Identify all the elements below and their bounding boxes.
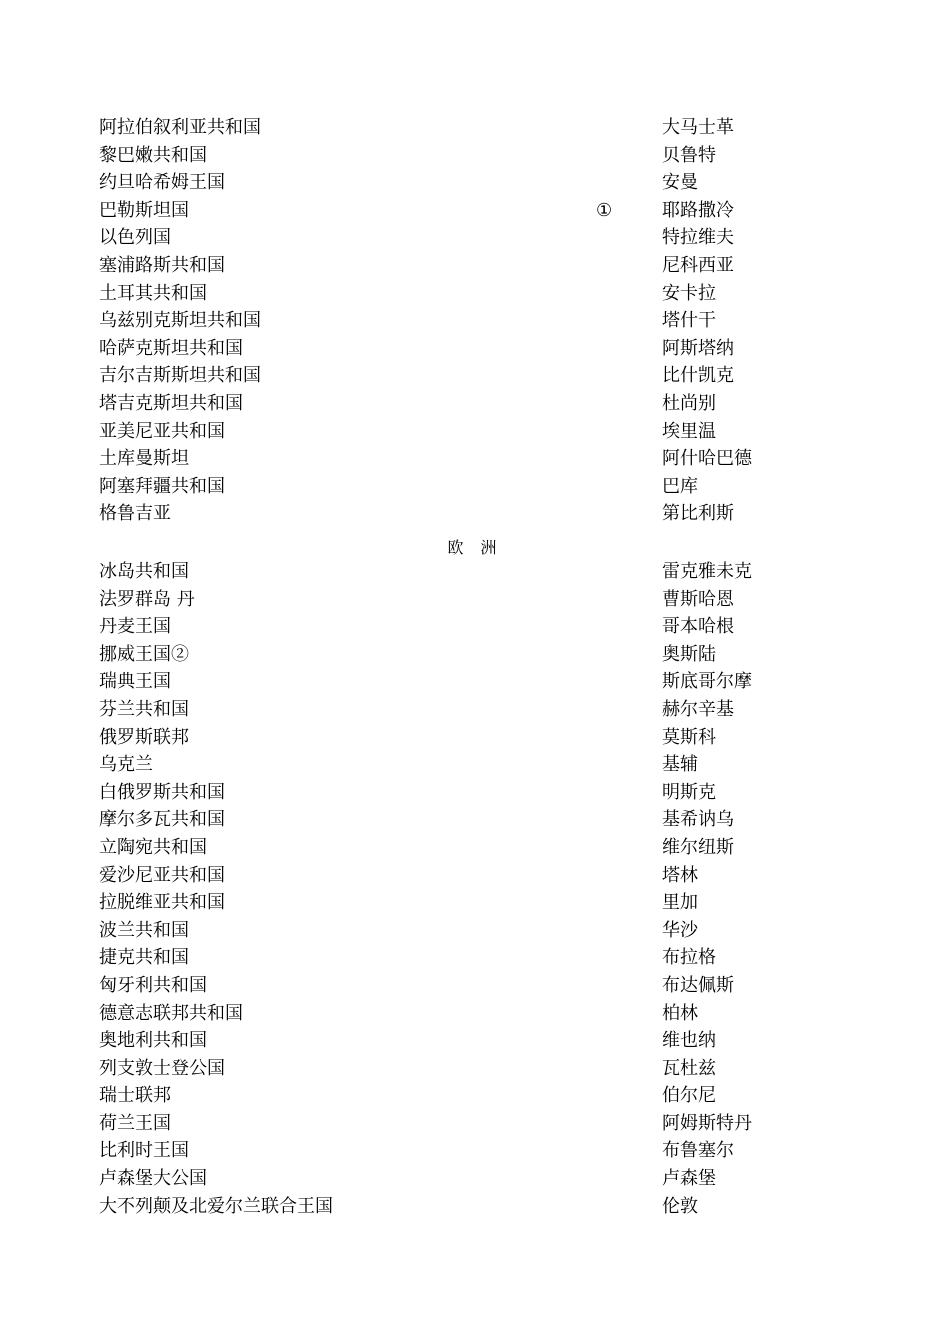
country-name: 奥地利共和国: [99, 1030, 207, 1052]
country-name: 以色列国: [99, 227, 171, 249]
table-row: [0, 944, 950, 972]
capital-name: 特拉维夫: [662, 227, 734, 249]
capital-name: 雷克雅未克: [662, 561, 752, 582]
table-row: [0, 224, 950, 252]
table-row: [0, 972, 950, 1000]
capital-name: 安卡拉: [662, 282, 716, 304]
country-name: 土库曼斯坦: [99, 448, 189, 470]
table-row: [0, 473, 950, 501]
table-row: [0, 169, 950, 197]
table-row: [0, 806, 950, 834]
country-name: 亚美尼亚共和国: [99, 420, 225, 442]
capital-name: 阿斯塔纳: [662, 337, 734, 359]
capital-name: 埃里温: [662, 420, 716, 442]
table-row: [0, 558, 950, 586]
capital-name: 莫斯科: [662, 726, 716, 748]
country-name: 芬兰共和国: [99, 698, 189, 720]
country-name: 巴勒斯坦国: [99, 199, 189, 221]
capital-name: 伯尔尼: [662, 1085, 716, 1107]
country-name: 丹麦王国: [99, 616, 171, 638]
table-row: [0, 1137, 950, 1165]
table-row: [0, 114, 950, 142]
table-row: [0, 1165, 950, 1193]
capital-name: 维尔纽斯: [662, 836, 734, 858]
capital-name: 基辅: [662, 754, 698, 776]
country-name: 哈萨克斯坦共和国: [99, 337, 243, 359]
country-name: 冰岛共和国: [99, 561, 189, 582]
capital-name: 第比利斯: [662, 503, 734, 525]
country-name: 约旦哈希姆王国: [99, 172, 225, 194]
table-row: [0, 779, 950, 807]
country-name: 土耳其共和国: [99, 282, 207, 304]
country-name: 摩尔多瓦共和国: [99, 809, 225, 831]
table-row: [0, 751, 950, 779]
capital-name: 赫尔辛基: [662, 698, 734, 720]
capital-name: 塔林: [662, 864, 698, 886]
table-row: [0, 1000, 950, 1028]
country-name: 塞浦路斯共和国: [99, 254, 225, 276]
table-row: [0, 586, 950, 614]
capital-name: 奥斯陆: [662, 643, 716, 665]
country-name: 阿拉伯叙利亚共和国: [99, 117, 261, 138]
capital-name: 塔什干: [662, 310, 716, 332]
country-name: 俄罗斯联邦: [99, 726, 189, 748]
table-row: [0, 1027, 950, 1055]
section-heading-europe: 欧 洲: [447, 538, 503, 557]
country-name: 比利时王国: [99, 1140, 189, 1162]
country-name: 瑞士联邦: [99, 1085, 171, 1107]
country-name: 匈牙利共和国: [99, 974, 207, 996]
footnote-mark: ①: [596, 199, 613, 221]
country-name: 挪威王国②: [99, 643, 189, 665]
country-name: 立陶宛共和国: [99, 836, 207, 858]
table-row: [0, 418, 950, 446]
table-row: [0, 280, 950, 308]
country-name: 黎巴嫩共和国: [99, 144, 207, 166]
country-name: 阿塞拜疆共和国: [99, 475, 225, 497]
table-row: [0, 917, 950, 945]
country-name: 乌克兰: [99, 754, 153, 776]
table-row: [0, 335, 950, 363]
capital-name: 阿什哈巴德: [662, 448, 752, 470]
capital-name: 瓦杜兹: [662, 1057, 716, 1079]
country-name: 捷克共和国: [99, 947, 189, 969]
country-name: 爱沙尼亚共和国: [99, 864, 225, 886]
country-name: 白俄罗斯共和国: [99, 781, 225, 803]
country-name: 波兰共和国: [99, 919, 189, 941]
table-row: [0, 142, 950, 170]
table-row: [0, 362, 950, 390]
capital-name: 柏林: [662, 1002, 698, 1024]
capital-name: 尼科西亚: [662, 254, 734, 276]
table-row: [0, 500, 950, 528]
table-row: [0, 613, 950, 641]
capital-name: 耶路撒冷: [662, 199, 734, 221]
country-name: 法罗群岛 丹: [99, 588, 195, 610]
capital-name: 卢森堡: [662, 1168, 716, 1190]
table-row: [0, 197, 950, 225]
country-name: 瑞典王国: [99, 671, 171, 693]
table-row: [0, 1110, 950, 1138]
capital-name: 大马士革: [662, 117, 734, 138]
country-capital-list-asia: [0, 114, 950, 528]
table-row: [0, 445, 950, 473]
capital-name: 布拉格: [662, 947, 716, 969]
capital-name: 贝鲁特: [662, 144, 716, 166]
table-row: [0, 834, 950, 862]
capital-name: 杜尚别: [662, 392, 716, 414]
table-row: [0, 668, 950, 696]
country-name: 卢森堡大公国: [99, 1168, 207, 1190]
country-name: 乌兹别克斯坦共和国: [99, 310, 261, 332]
table-row: [0, 252, 950, 280]
capital-name: 哥本哈根: [662, 616, 734, 638]
capital-name: 维也纳: [662, 1030, 716, 1052]
capital-name: 阿姆斯特丹: [662, 1112, 752, 1134]
table-row: [0, 889, 950, 917]
table-row: [0, 1193, 950, 1221]
country-name: 德意志联邦共和国: [99, 1002, 243, 1024]
capital-name: 比什凯克: [662, 365, 734, 387]
country-name: 荷兰王国: [99, 1112, 171, 1134]
table-row: [0, 390, 950, 418]
capital-name: 安曼: [662, 172, 698, 194]
capital-name: 布鲁塞尔: [662, 1140, 734, 1162]
capital-name: 布达佩斯: [662, 974, 734, 996]
table-row: [0, 862, 950, 890]
table-row: [0, 696, 950, 724]
country-capital-list-europe: [0, 558, 950, 1220]
capital-name: 华沙: [662, 919, 698, 941]
country-name: 拉脱维亚共和国: [99, 892, 225, 914]
country-name: 大不列颠及北爱尔兰联合王国: [99, 1195, 333, 1217]
capital-name: 巴库: [662, 475, 698, 497]
country-name: 塔吉克斯坦共和国: [99, 392, 243, 414]
country-name: 列支敦士登公国: [99, 1057, 225, 1079]
capital-name: 曹斯哈恩: [662, 588, 734, 610]
country-name: 格鲁吉亚: [99, 503, 171, 525]
table-row: [0, 1082, 950, 1110]
capital-name: 里加: [662, 892, 698, 914]
capital-name: 伦敦: [662, 1195, 698, 1217]
table-row: [0, 641, 950, 669]
capital-name: 斯底哥尔摩: [662, 671, 752, 693]
table-row: [0, 1055, 950, 1083]
table-row: [0, 307, 950, 335]
capital-name: 明斯克: [662, 781, 716, 803]
capital-name: 基希讷乌: [662, 809, 734, 831]
country-name: 吉尔吉斯斯坦共和国: [99, 365, 261, 387]
table-row: [0, 724, 950, 752]
